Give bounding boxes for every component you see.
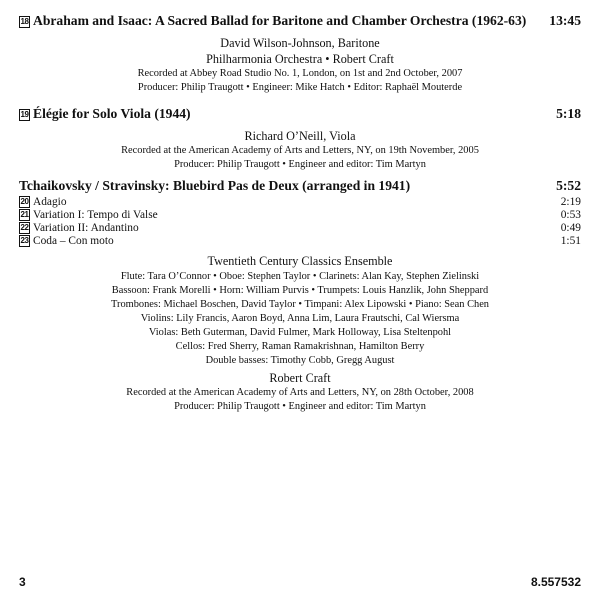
work-header	[19, 105, 581, 122]
movement-duration: 1:51	[560, 235, 581, 247]
performer-line: Richard O’Neill, Viola	[244, 129, 356, 143]
player-line: Double basses: Timothy Cobb, Gregg August	[205, 355, 395, 366]
movement-name: Variation I: Tempo di Valse	[33, 209, 158, 221]
player-line: Violins: Lily Francis, Aaron Boyd, Anna Lim, Laura Frautschi, Cal Wiersma	[140, 313, 460, 324]
booklet-page	[19, 0, 581, 595]
work-title: Tchaikovsky / Stravinsky: Bluebird Pas de Deux (arranged in 1941)	[19, 178, 411, 193]
performer-line: David Wilson-Johnson, Baritone	[220, 36, 380, 50]
credit-line: Producer: Philip Traugott • Engineer and editor: Tim Martyn	[174, 401, 426, 412]
credit-line: Recorded at Abbey Road Studio No. 1, London, on 1st and 2nd October, 2007	[137, 68, 463, 79]
movement-row	[19, 209, 581, 222]
player-line: Cellos: Fred Sherry, Raman Ramakrishnan, Hamilton Berry	[175, 341, 425, 352]
track-number-box: 22	[20, 223, 29, 232]
track-number-box: 21	[20, 210, 29, 219]
movement-duration: 2:19	[560, 196, 581, 208]
track-number-box: 20	[20, 197, 29, 206]
track-number-box: 23	[20, 236, 29, 245]
player-line: Flute: Tara O’Connor • Oboe: Stephen Taylor • Clarinets: Alan Kay, Stephen Zielinski	[120, 271, 480, 282]
work-bluebird-pas-de-deux	[19, 177, 581, 414]
movement-row	[19, 196, 581, 209]
work-abraham-and-isaac	[19, 12, 581, 95]
movement-name: Coda – Con moto	[33, 235, 114, 247]
page-footer	[19, 575, 581, 589]
work-duration: 5:52	[556, 178, 581, 193]
page-number: 3	[19, 575, 26, 589]
player-line: Trombones: Michael Boschen, David Taylor • Timpani: Alex Lipowski • Piano: Sean Chen	[111, 299, 489, 310]
performer-line: Philharmonia Orchestra • Robert Craft	[206, 52, 394, 66]
credit-line: Producer: Philip Traugott • Engineer and editor: Tim Martyn	[174, 159, 426, 170]
track-number-box: 19	[20, 110, 29, 119]
catalog-number: 8.557532	[530, 575, 581, 589]
work-header	[19, 12, 581, 29]
movement-row	[19, 235, 581, 248]
credit-line: Recorded at the American Academy of Arts and Letters, NY, on 19th November, 2005	[121, 145, 479, 156]
conductor-name: Robert Craft	[269, 371, 331, 385]
work-header	[19, 177, 581, 194]
track-number-box: 18	[20, 17, 29, 26]
player-line: Violas: Beth Guterman, David Fulmer, Mark Holloway, Lisa Steltenpohl	[148, 327, 452, 338]
work-duration: 5:18	[556, 106, 581, 121]
work-elegie	[19, 105, 581, 172]
movement-duration: 0:49	[560, 222, 581, 234]
work-title: Élégie for Solo Viola (1944)	[33, 106, 191, 121]
movement-row	[19, 222, 581, 235]
credit-line: Recorded at the American Academy of Arts and Letters, NY, on 28th October, 2008	[126, 387, 474, 398]
work-duration: 13:45	[549, 13, 581, 28]
ensemble-name: Twentieth Century Classics Ensemble	[207, 254, 393, 268]
movement-name: Variation II: Andantino	[33, 222, 139, 234]
movement-duration: 0:53	[560, 209, 581, 221]
player-line: Bassoon: Frank Morelli • Horn: William Purvis • Trumpets: Louis Hanzlik, John Sheppard	[111, 285, 489, 296]
credit-line: Producer: Philip Traugott • Engineer: Mike Hatch • Editor: Raphaël Mouterde	[137, 82, 463, 93]
work-title: Abraham and Isaac: A Sacred Ballad for Baritone and Chamber Orchestra (1962-63)	[33, 13, 527, 28]
movement-name: Adagio	[33, 196, 67, 208]
